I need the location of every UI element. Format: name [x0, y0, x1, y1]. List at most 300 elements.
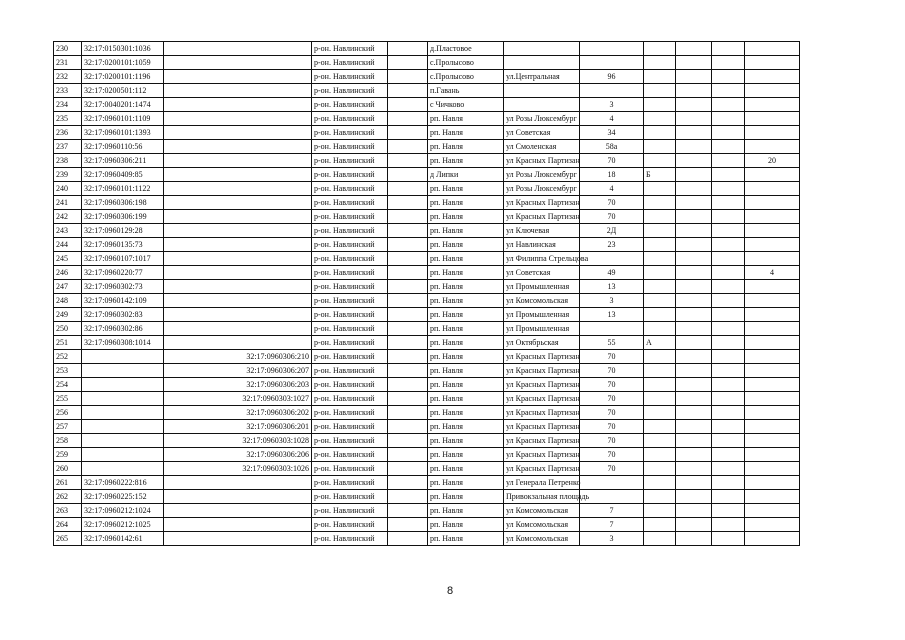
table-row — [54, 504, 800, 518]
house-number-cell: 70 — [580, 462, 644, 476]
register-table — [53, 41, 800, 546]
house-number-cell: 13 — [580, 280, 644, 294]
letter-cell — [644, 448, 676, 462]
cadastral-number-cell — [82, 434, 164, 448]
house-number-cell: 70 — [580, 350, 644, 364]
street-cell — [504, 42, 580, 56]
empty-cell — [388, 434, 428, 448]
row-number-cell: 248 — [54, 294, 82, 308]
table-row — [54, 406, 800, 420]
building-cell — [676, 112, 712, 126]
locality-cell: рп. Навля — [428, 294, 504, 308]
locality-cell: рп. Навля — [428, 350, 504, 364]
row-number-cell: 247 — [54, 280, 82, 294]
district-cell: р-он. Навлинский — [312, 112, 388, 126]
table-row — [54, 364, 800, 378]
row-number-cell: 241 — [54, 196, 82, 210]
row-number-cell: 242 — [54, 210, 82, 224]
house-number-cell: 4 — [580, 112, 644, 126]
street-cell: ул Комсомольская — [504, 532, 580, 546]
street-cell: Привокзальная площадь — [504, 490, 580, 504]
cadastral-number-cell: 32:17:0960409:85 — [82, 168, 164, 182]
apartment-cell — [745, 322, 800, 336]
apartment-cell — [745, 476, 800, 490]
apartment-cell — [745, 294, 800, 308]
row-number-cell: 235 — [54, 112, 82, 126]
extra-cell — [712, 476, 745, 490]
empty-cell — [388, 196, 428, 210]
cadastral-number-cell: 32:17:0200501:112 — [82, 84, 164, 98]
building-cell — [676, 140, 712, 154]
cadastral-number-cell: 32:17:0960129:28 — [82, 224, 164, 238]
house-number-cell: 13 — [580, 308, 644, 322]
locality-cell: с.Пролысово — [428, 70, 504, 84]
letter-cell — [644, 56, 676, 70]
letter-cell — [644, 420, 676, 434]
street-cell: ул Октябрьская — [504, 336, 580, 350]
cadastral-number-cell — [82, 392, 164, 406]
building-cell — [676, 532, 712, 546]
apartment-cell — [745, 378, 800, 392]
cadastral-number-alt-cell — [164, 266, 312, 280]
cadastral-number-alt-cell — [164, 504, 312, 518]
letter-cell — [644, 266, 676, 280]
locality-cell: рп. Навля — [428, 378, 504, 392]
district-cell: р-он. Навлинский — [312, 364, 388, 378]
street-cell: ул Промышленная — [504, 308, 580, 322]
locality-cell: рп. Навля — [428, 252, 504, 266]
locality-cell: рп. Навля — [428, 224, 504, 238]
locality-cell: рп. Навля — [428, 476, 504, 490]
cadastral-number-alt-cell — [164, 112, 312, 126]
apartment-cell — [745, 532, 800, 546]
cadastral-number-cell: 32:17:0960306:211 — [82, 154, 164, 168]
building-cell — [676, 434, 712, 448]
cadastral-number-cell: 32:17:0960302:83 — [82, 308, 164, 322]
letter-cell: А — [644, 336, 676, 350]
letter-cell — [644, 182, 676, 196]
house-number-cell — [580, 490, 644, 504]
locality-cell: с Чичково — [428, 98, 504, 112]
empty-cell — [388, 280, 428, 294]
empty-cell — [388, 98, 428, 112]
house-number-cell — [580, 476, 644, 490]
extra-cell — [712, 266, 745, 280]
table-row — [54, 294, 800, 308]
building-cell — [676, 518, 712, 532]
table-row — [54, 70, 800, 84]
empty-cell — [388, 252, 428, 266]
building-cell — [676, 392, 712, 406]
cadastral-number-cell: 32:17:0960142:61 — [82, 532, 164, 546]
locality-cell: рп. Навля — [428, 112, 504, 126]
extra-cell — [712, 196, 745, 210]
building-cell — [676, 462, 712, 476]
street-cell: ул Красных Партизан — [504, 210, 580, 224]
building-cell — [676, 154, 712, 168]
row-number-cell: 238 — [54, 154, 82, 168]
row-number-cell: 262 — [54, 490, 82, 504]
row-number-cell: 251 — [54, 336, 82, 350]
street-cell: ул Навлинская — [504, 238, 580, 252]
building-cell — [676, 70, 712, 84]
cadastral-number-alt-cell: 32:17:0960306:206 — [164, 448, 312, 462]
cadastral-number-alt-cell — [164, 56, 312, 70]
cadastral-number-cell: 32:17:0960135:73 — [82, 238, 164, 252]
table-row — [54, 168, 800, 182]
empty-cell — [388, 350, 428, 364]
extra-cell — [712, 532, 745, 546]
cadastral-number-alt-cell — [164, 308, 312, 322]
cadastral-number-cell — [82, 462, 164, 476]
extra-cell — [712, 70, 745, 84]
extra-cell — [712, 224, 745, 238]
extra-cell — [712, 112, 745, 126]
cadastral-number-cell: 32:17:0040201:1474 — [82, 98, 164, 112]
locality-cell: рп. Навля — [428, 182, 504, 196]
row-number-cell: 230 — [54, 42, 82, 56]
table-row — [54, 84, 800, 98]
street-cell: ул Комсомольская — [504, 518, 580, 532]
district-cell: р-он. Навлинский — [312, 168, 388, 182]
street-cell: ул Красных Партизан — [504, 420, 580, 434]
house-number-cell: 7 — [580, 518, 644, 532]
cadastral-number-alt-cell: 32:17:0960306:210 — [164, 350, 312, 364]
apartment-cell — [745, 350, 800, 364]
locality-cell: п.Гавань — [428, 84, 504, 98]
letter-cell — [644, 434, 676, 448]
cadastral-number-cell: 32:17:0960306:199 — [82, 210, 164, 224]
street-cell: ул Комсомольская — [504, 504, 580, 518]
district-cell: р-он. Навлинский — [312, 322, 388, 336]
page-number: 8 — [447, 585, 454, 597]
building-cell — [676, 280, 712, 294]
empty-cell — [388, 56, 428, 70]
table-row — [54, 112, 800, 126]
empty-cell — [388, 112, 428, 126]
cadastral-number-alt-cell — [164, 42, 312, 56]
row-number-cell: 264 — [54, 518, 82, 532]
letter-cell — [644, 238, 676, 252]
letter-cell — [644, 378, 676, 392]
district-cell: р-он. Навлинский — [312, 518, 388, 532]
row-number-cell: 246 — [54, 266, 82, 280]
house-number-cell: 70 — [580, 154, 644, 168]
street-cell: ул Красных Партизан — [504, 448, 580, 462]
cadastral-number-cell: 32:17:0960225:152 — [82, 490, 164, 504]
house-number-cell: 2Д — [580, 224, 644, 238]
apartment-cell: 4 — [745, 266, 800, 280]
table-row — [54, 378, 800, 392]
district-cell: р-он. Навлинский — [312, 392, 388, 406]
cadastral-number-alt-cell: 32:17:0960303:1026 — [164, 462, 312, 476]
locality-cell: рп. Навля — [428, 336, 504, 350]
row-number-cell: 257 — [54, 420, 82, 434]
street-cell: ул Промышленная — [504, 280, 580, 294]
district-cell: р-он. Навлинский — [312, 350, 388, 364]
cadastral-number-cell: 32:17:0200101:1196 — [82, 70, 164, 84]
locality-cell: рп. Навля — [428, 392, 504, 406]
street-cell: ул Красных Партизан — [504, 350, 580, 364]
building-cell — [676, 364, 712, 378]
house-number-cell: 58а — [580, 140, 644, 154]
cadastral-number-alt-cell — [164, 98, 312, 112]
table-row — [54, 336, 800, 350]
table-row — [54, 266, 800, 280]
letter-cell — [644, 518, 676, 532]
apartment-cell — [745, 112, 800, 126]
street-cell: ул Комсомольская — [504, 294, 580, 308]
letter-cell — [644, 112, 676, 126]
house-number-cell — [580, 84, 644, 98]
table-row — [54, 462, 800, 476]
apartment-cell — [745, 336, 800, 350]
district-cell: р-он. Навлинский — [312, 154, 388, 168]
district-cell: р-он. Навлинский — [312, 434, 388, 448]
district-cell: р-он. Навлинский — [312, 252, 388, 266]
district-cell: р-он. Навлинский — [312, 70, 388, 84]
cadastral-number-cell: 32:17:0960110:56 — [82, 140, 164, 154]
district-cell: р-он. Навлинский — [312, 294, 388, 308]
letter-cell — [644, 406, 676, 420]
extra-cell — [712, 378, 745, 392]
house-number-cell: 70 — [580, 434, 644, 448]
extra-cell — [712, 280, 745, 294]
cadastral-number-alt-cell — [164, 84, 312, 98]
cadastral-number-alt-cell — [164, 154, 312, 168]
cadastral-number-cell — [82, 378, 164, 392]
apartment-cell: 20 — [745, 154, 800, 168]
row-number-cell: 250 — [54, 322, 82, 336]
building-cell — [676, 168, 712, 182]
extra-cell — [712, 434, 745, 448]
apartment-cell — [745, 490, 800, 504]
empty-cell — [388, 266, 428, 280]
building-cell — [676, 308, 712, 322]
empty-cell — [388, 70, 428, 84]
street-cell: ул Красных Партизан — [504, 378, 580, 392]
locality-cell: рп. Навля — [428, 490, 504, 504]
cadastral-number-alt-cell — [164, 532, 312, 546]
street-cell: ул Смоленская — [504, 140, 580, 154]
extra-cell — [712, 392, 745, 406]
locality-cell: рп. Навля — [428, 280, 504, 294]
cadastral-number-alt-cell — [164, 280, 312, 294]
letter-cell — [644, 392, 676, 406]
apartment-cell — [745, 56, 800, 70]
district-cell: р-он. Навлинский — [312, 378, 388, 392]
cadastral-number-alt-cell — [164, 322, 312, 336]
house-number-cell: 3 — [580, 98, 644, 112]
cadastral-number-cell: 32:17:0960306:198 — [82, 196, 164, 210]
district-cell: р-он. Навлинский — [312, 490, 388, 504]
extra-cell — [712, 56, 745, 70]
extra-cell — [712, 210, 745, 224]
district-cell: р-он. Навлинский — [312, 406, 388, 420]
street-cell: ул Красных Партизан — [504, 406, 580, 420]
district-cell: р-он. Навлинский — [312, 532, 388, 546]
house-number-cell: 23 — [580, 238, 644, 252]
house-number-cell: 96 — [580, 70, 644, 84]
extra-cell — [712, 98, 745, 112]
letter-cell — [644, 196, 676, 210]
empty-cell — [388, 126, 428, 140]
apartment-cell — [745, 126, 800, 140]
house-number-cell: 70 — [580, 378, 644, 392]
cadastral-number-alt-cell — [164, 518, 312, 532]
building-cell — [676, 238, 712, 252]
table-row — [54, 532, 800, 546]
cadastral-number-cell: 32:17:0960222:816 — [82, 476, 164, 490]
street-cell: ул Красных Партизан — [504, 196, 580, 210]
locality-cell: рп. Навля — [428, 434, 504, 448]
street-cell: ул Промышленная — [504, 322, 580, 336]
building-cell — [676, 266, 712, 280]
house-number-cell — [580, 252, 644, 266]
locality-cell: рп. Навля — [428, 140, 504, 154]
cadastral-number-alt-cell — [164, 168, 312, 182]
letter-cell — [644, 350, 676, 364]
row-number-cell: 254 — [54, 378, 82, 392]
cadastral-number-alt-cell: 32:17:0960306:201 — [164, 420, 312, 434]
table-row — [54, 224, 800, 238]
locality-cell: д.Пластовое — [428, 42, 504, 56]
extra-cell — [712, 126, 745, 140]
district-cell: р-он. Навлинский — [312, 224, 388, 238]
empty-cell — [388, 504, 428, 518]
cadastral-number-alt-cell — [164, 196, 312, 210]
letter-cell — [644, 126, 676, 140]
empty-cell — [388, 294, 428, 308]
cadastral-number-cell — [82, 420, 164, 434]
locality-cell: рп. Навля — [428, 448, 504, 462]
row-number-cell: 260 — [54, 462, 82, 476]
table-row — [54, 322, 800, 336]
district-cell: р-он. Навлинский — [312, 336, 388, 350]
street-cell: ул Генерала Петренко — [504, 476, 580, 490]
house-number-cell: 3 — [580, 294, 644, 308]
building-cell — [676, 224, 712, 238]
table-row — [54, 350, 800, 364]
cadastral-number-cell: 32:17:0960212:1025 — [82, 518, 164, 532]
letter-cell — [644, 532, 676, 546]
district-cell: р-он. Навлинский — [312, 420, 388, 434]
street-cell: ул Красных Партизан — [504, 462, 580, 476]
building-cell — [676, 210, 712, 224]
extra-cell — [712, 182, 745, 196]
extra-cell — [712, 518, 745, 532]
cadastral-number-cell — [82, 364, 164, 378]
table-row — [54, 308, 800, 322]
extra-cell — [712, 168, 745, 182]
cadastral-number-alt-cell: 32:17:0960306:207 — [164, 364, 312, 378]
building-cell — [676, 56, 712, 70]
cadastral-number-alt-cell — [164, 70, 312, 84]
empty-cell — [388, 84, 428, 98]
cadastral-number-alt-cell: 32:17:0960303:1027 — [164, 392, 312, 406]
table-row — [54, 420, 800, 434]
letter-cell — [644, 308, 676, 322]
letter-cell — [644, 364, 676, 378]
street-cell: ул.Центральная — [504, 70, 580, 84]
empty-cell — [388, 224, 428, 238]
row-number-cell: 234 — [54, 98, 82, 112]
apartment-cell — [745, 448, 800, 462]
table-row — [54, 238, 800, 252]
row-number-cell: 253 — [54, 364, 82, 378]
empty-cell — [388, 238, 428, 252]
extra-cell — [712, 294, 745, 308]
street-cell — [504, 84, 580, 98]
house-number-cell: 49 — [580, 266, 644, 280]
house-number-cell — [580, 322, 644, 336]
letter-cell — [644, 210, 676, 224]
house-number-cell — [580, 42, 644, 56]
building-cell — [676, 406, 712, 420]
house-number-cell: 70 — [580, 364, 644, 378]
district-cell: р-он. Навлинский — [312, 42, 388, 56]
apartment-cell — [745, 224, 800, 238]
row-number-cell: 256 — [54, 406, 82, 420]
building-cell — [676, 322, 712, 336]
empty-cell — [388, 322, 428, 336]
extra-cell — [712, 448, 745, 462]
locality-cell: д Липки — [428, 168, 504, 182]
letter-cell — [644, 504, 676, 518]
district-cell: р-он. Навлинский — [312, 476, 388, 490]
street-cell: ул Ключевая — [504, 224, 580, 238]
house-number-cell: 70 — [580, 448, 644, 462]
empty-cell — [388, 462, 428, 476]
extra-cell — [712, 308, 745, 322]
cadastral-number-alt-cell — [164, 490, 312, 504]
building-cell — [676, 98, 712, 112]
house-number-cell: 70 — [580, 392, 644, 406]
empty-cell — [388, 406, 428, 420]
table-row — [54, 196, 800, 210]
apartment-cell — [745, 420, 800, 434]
extra-cell — [712, 462, 745, 476]
letter-cell — [644, 84, 676, 98]
table-row — [54, 140, 800, 154]
cadastral-number-cell — [82, 406, 164, 420]
house-number-cell: 70 — [580, 406, 644, 420]
extra-cell — [712, 406, 745, 420]
locality-cell: рп. Навля — [428, 518, 504, 532]
district-cell: р-он. Навлинский — [312, 266, 388, 280]
letter-cell — [644, 476, 676, 490]
cadastral-number-alt-cell — [164, 210, 312, 224]
apartment-cell — [745, 70, 800, 84]
cadastral-number-cell: 32:17:0960220:77 — [82, 266, 164, 280]
empty-cell — [388, 42, 428, 56]
table-row — [54, 154, 800, 168]
street-cell: ул Красных Партизан — [504, 364, 580, 378]
extra-cell — [712, 238, 745, 252]
empty-cell — [388, 154, 428, 168]
cadastral-number-cell: 32:17:0960107:1017 — [82, 252, 164, 266]
house-number-cell: 34 — [580, 126, 644, 140]
empty-cell — [388, 182, 428, 196]
building-cell — [676, 448, 712, 462]
row-number-cell: 249 — [54, 308, 82, 322]
cadastral-number-alt-cell — [164, 224, 312, 238]
row-number-cell: 259 — [54, 448, 82, 462]
street-cell: ул Розы Люксембург — [504, 168, 580, 182]
building-cell — [676, 476, 712, 490]
district-cell: р-он. Навлинский — [312, 280, 388, 294]
table-row — [54, 392, 800, 406]
